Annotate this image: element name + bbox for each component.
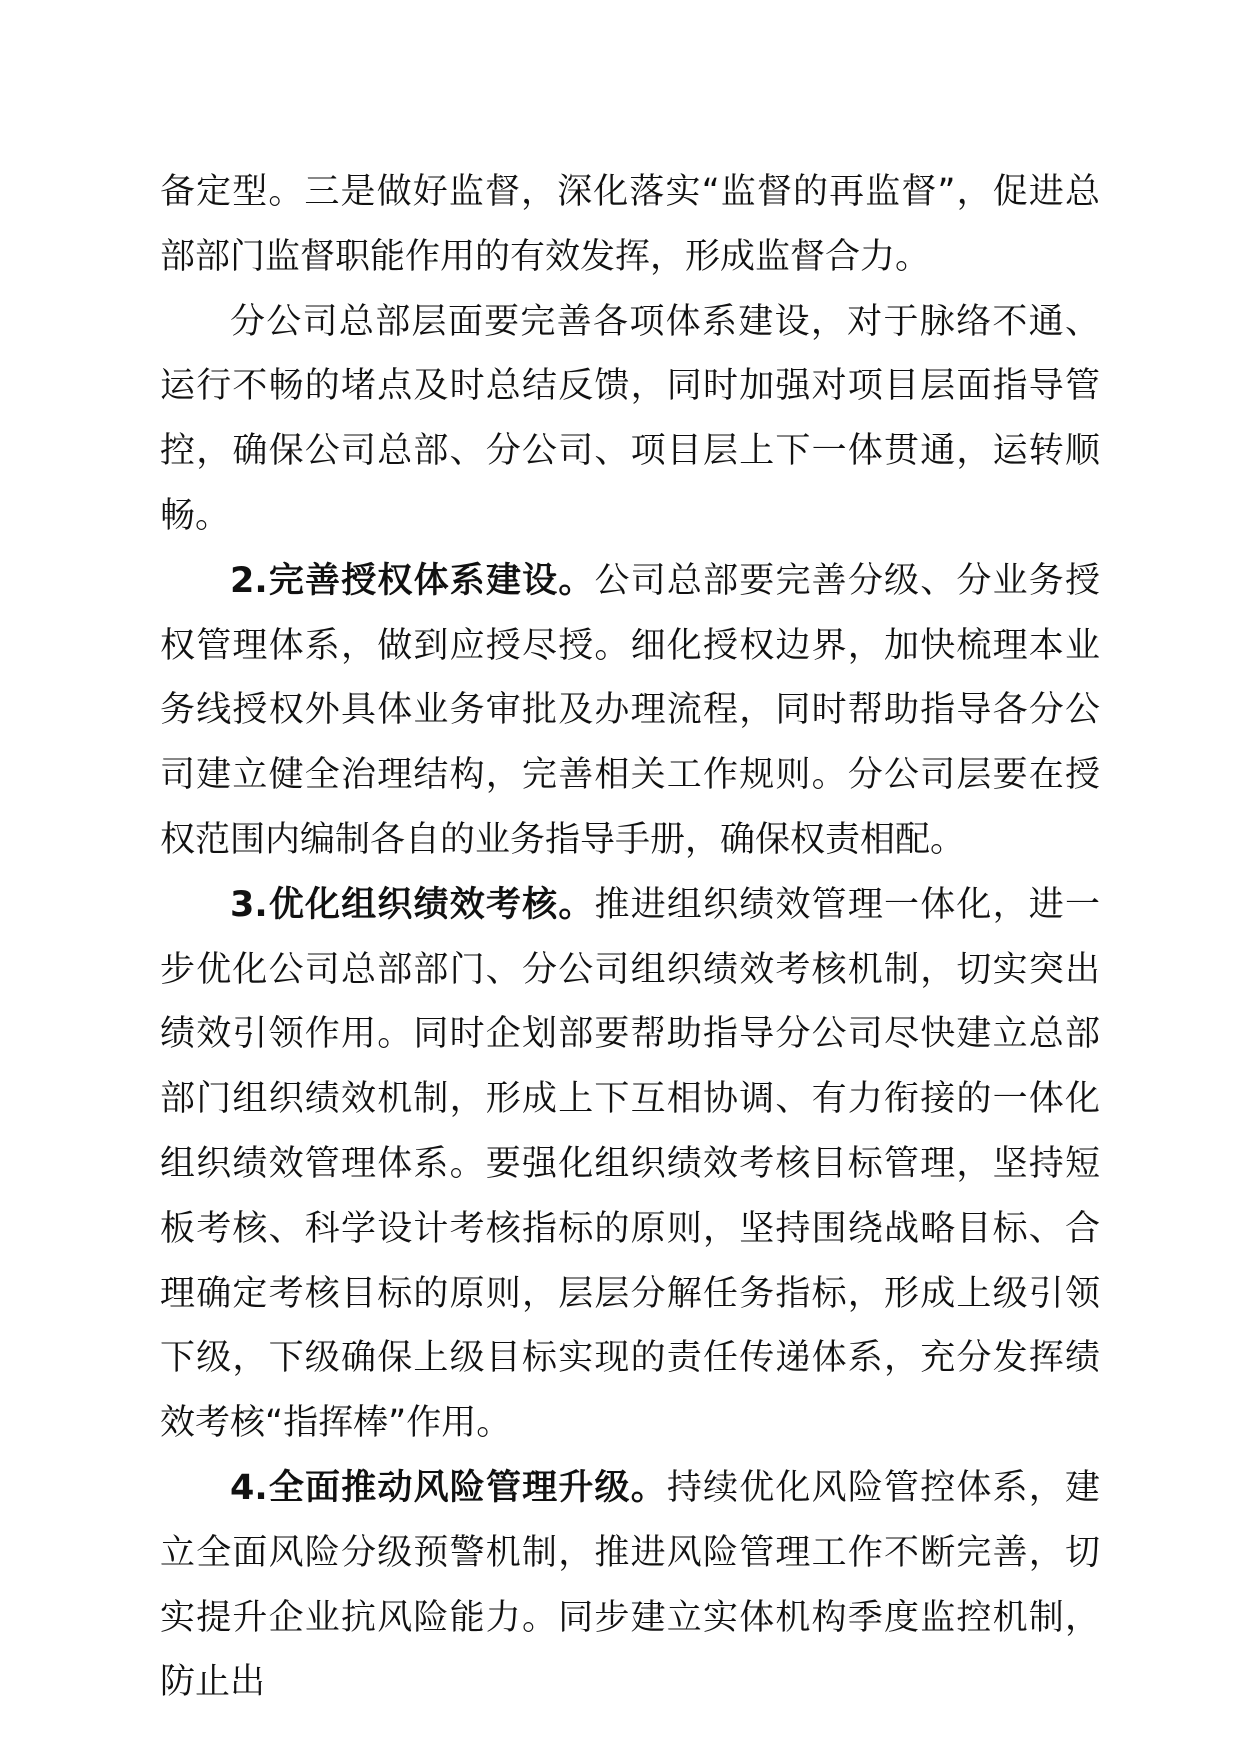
section-heading: 3.优化组织绩效考核。 xyxy=(230,884,595,925)
paragraph-authorization xyxy=(160,549,1100,873)
paragraph-performance xyxy=(160,873,1100,1456)
paragraph-text: 公司总部要完善分级、分业务授权管理体系，做到应授尽授。细化授权边界，加快梳理本业务线授权外具体业务审批及办理流程，同时帮助指导各分公司建立健全治理结构，完善相关工作规则。分公司层要在授权范围内编制各自的业务指导手册，确保权责相配。 xyxy=(160,560,1100,860)
paragraph-text: 备定型。三是做好监督，深化落实“监督的再监督”，促进总部部门监督职能作用的有效发挥，形成监督合力。 xyxy=(160,172,1100,277)
section-heading: 4.全面推动风险管理升级。 xyxy=(230,1467,667,1508)
paragraph-risk xyxy=(160,1456,1100,1715)
paragraph-branch-hq xyxy=(160,290,1100,549)
section-heading: 2.完善授权体系建设。 xyxy=(230,560,595,601)
paragraph-text: 推进组织绩效管理一体化，进一步优化公司总部部门、分公司组织绩效考核机制，切实突出绩效引领作用。同时企划部要帮助指导分公司尽快建立总部部门组织绩效机制，形成上下互相协调、有力衔接的一体化组织绩效管理体系。要强化组织绩效考核目标管理，坚持短板考核、科学设计考核指标的原则，坚持围绕战略目标、合理确定考核目标的原则，层层分解任务指标，形成上级引领下级，下级确保上级目标实现的责任传递体系，充分发挥绩效考核“指挥棒”作用。 xyxy=(160,884,1100,1444)
document-page xyxy=(160,160,1100,1715)
paragraph-text: 分公司总部层面要完善各项体系建设，对于脉络不通、运行不畅的堵点及时总结反馈，同时加强对项目层面指导管控，确保公司总部、分公司、项目层上下一体贯通，运转顺畅。 xyxy=(160,301,1100,536)
paragraph-text: 持续优化风险管控体系，建立全面风险分级预警机制，推进风险管理工作不断完善，切实提升企业抗风险能力。同步建立实体机构季度监控机制，防止出 xyxy=(160,1467,1100,1703)
paragraph-continuation xyxy=(160,160,1100,290)
